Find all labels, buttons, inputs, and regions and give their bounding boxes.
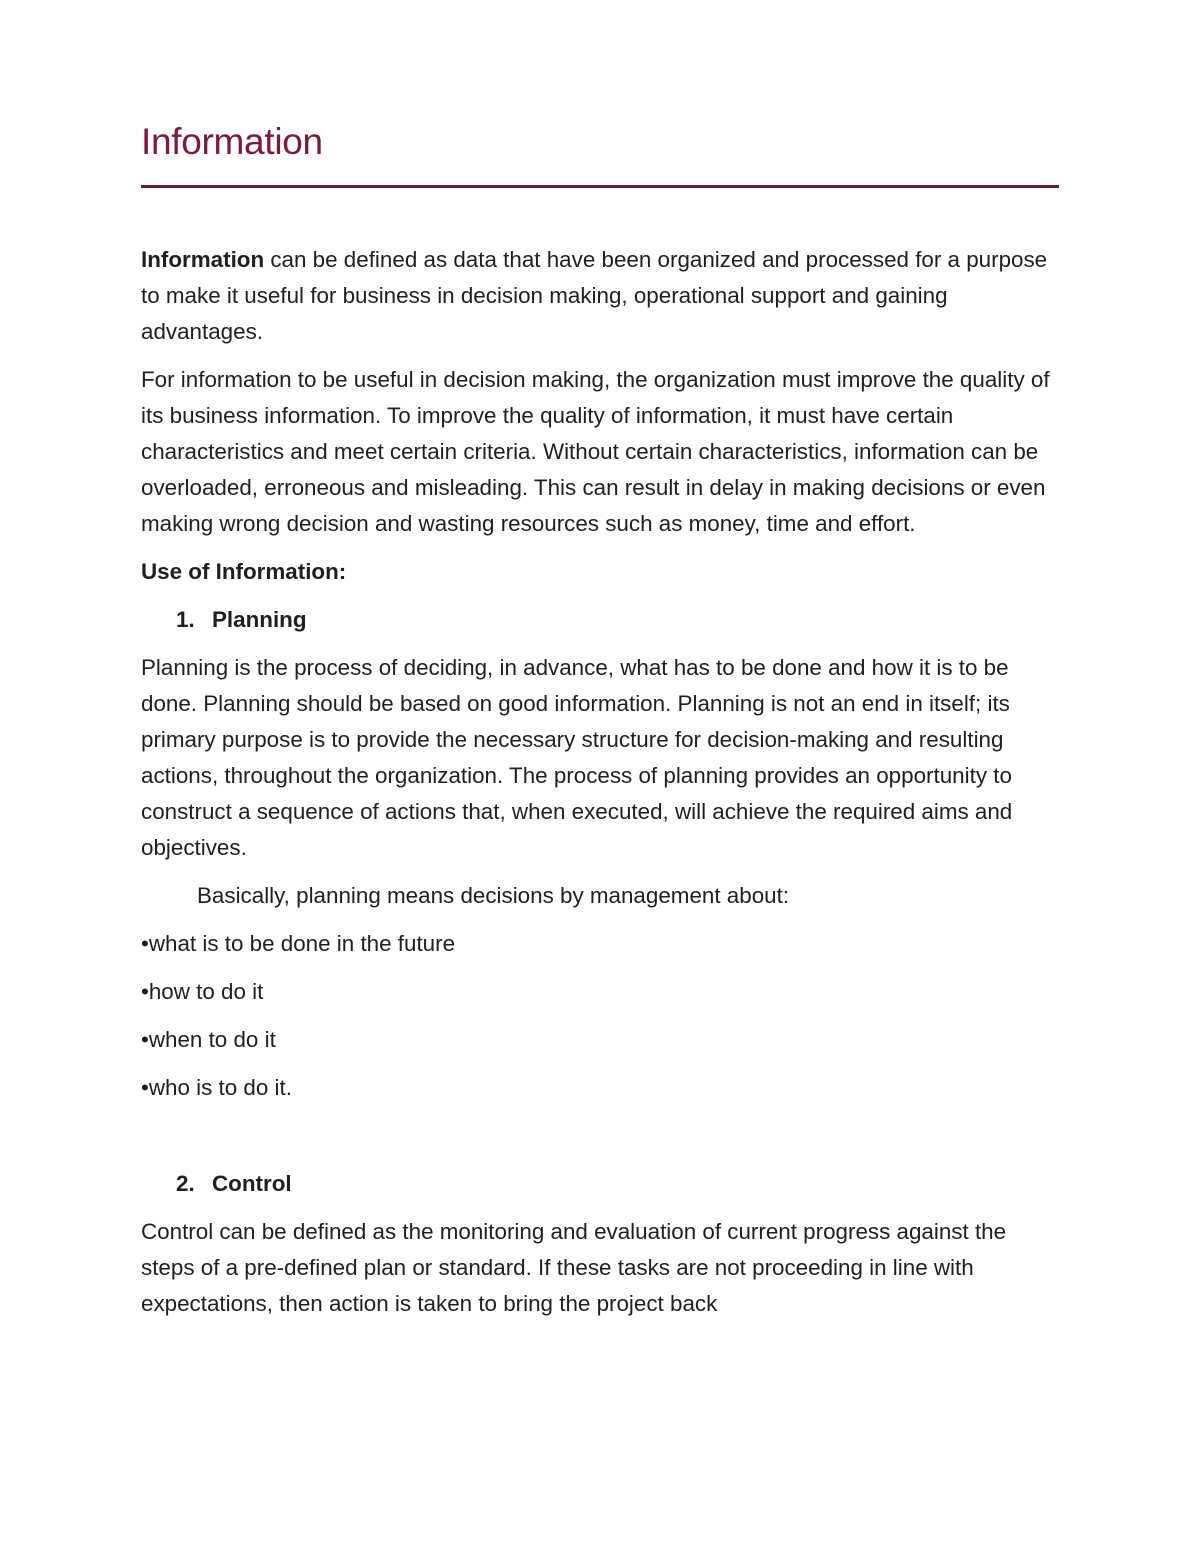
planning-lead: Basically, planning means decisions by management about: bbox=[197, 883, 790, 908]
planning-bullet: •what is to be done in the future bbox=[141, 931, 456, 956]
planning-paragraph: Planning is the process of deciding, in advance, what has to be done and how it is to be done. Planning should be based on good information. Planning is not an end in itself; its primary purpose is to provide the necessary structure for decision-making and resulting actions, throughout the organization. The process of planning provides an opportunity to construct a sequence of actions that, when executed, will achieve the required aims and objectives. bbox=[141, 655, 1013, 860]
planning-bullet: •how to do it bbox=[141, 979, 264, 1004]
title-divider bbox=[141, 185, 1059, 188]
intro-paragraph bbox=[141, 242, 1059, 350]
planning-heading-text: Planning bbox=[212, 607, 307, 632]
intro-text: can be defined as data that have been organized and processed for a purpose to make it useful for business in decision making, operational support and gaining advantages. bbox=[141, 247, 1048, 344]
planning-bullet: •when to do it bbox=[141, 1027, 276, 1052]
intro-term: Information bbox=[141, 247, 265, 272]
control-heading bbox=[141, 1166, 1059, 1202]
control-paragraph: Control can be defined as the monitoring and evaluation of current progress against the steps of a pre-defined plan or standard. If these tasks are not proceeding in line with expectations, then action is taken to bring the project back bbox=[141, 1219, 1007, 1316]
planning-bullet: •who is to do it. bbox=[141, 1075, 292, 1100]
document-title: Information bbox=[141, 121, 323, 162]
document-body bbox=[141, 242, 1059, 1334]
planning-heading bbox=[141, 602, 1059, 638]
control-number: 2. bbox=[176, 1171, 195, 1196]
blank-line bbox=[141, 1118, 1059, 1154]
quality-paragraph: For information to be useful in decision making, the organization must improve the quality of its business information. To improve the quality of information, it must have certain characteristics and meet certain criteria. Without certain characteristics, information can be overloaded, erroneous and misleading. This can result in delay in making decisions or even making wrong decision and wasting resources such as money, time and effort. bbox=[141, 367, 1050, 536]
planning-number: 1. bbox=[176, 607, 195, 632]
control-heading-text: Control bbox=[212, 1171, 292, 1196]
use-of-information-heading: Use of Information: bbox=[141, 559, 347, 584]
